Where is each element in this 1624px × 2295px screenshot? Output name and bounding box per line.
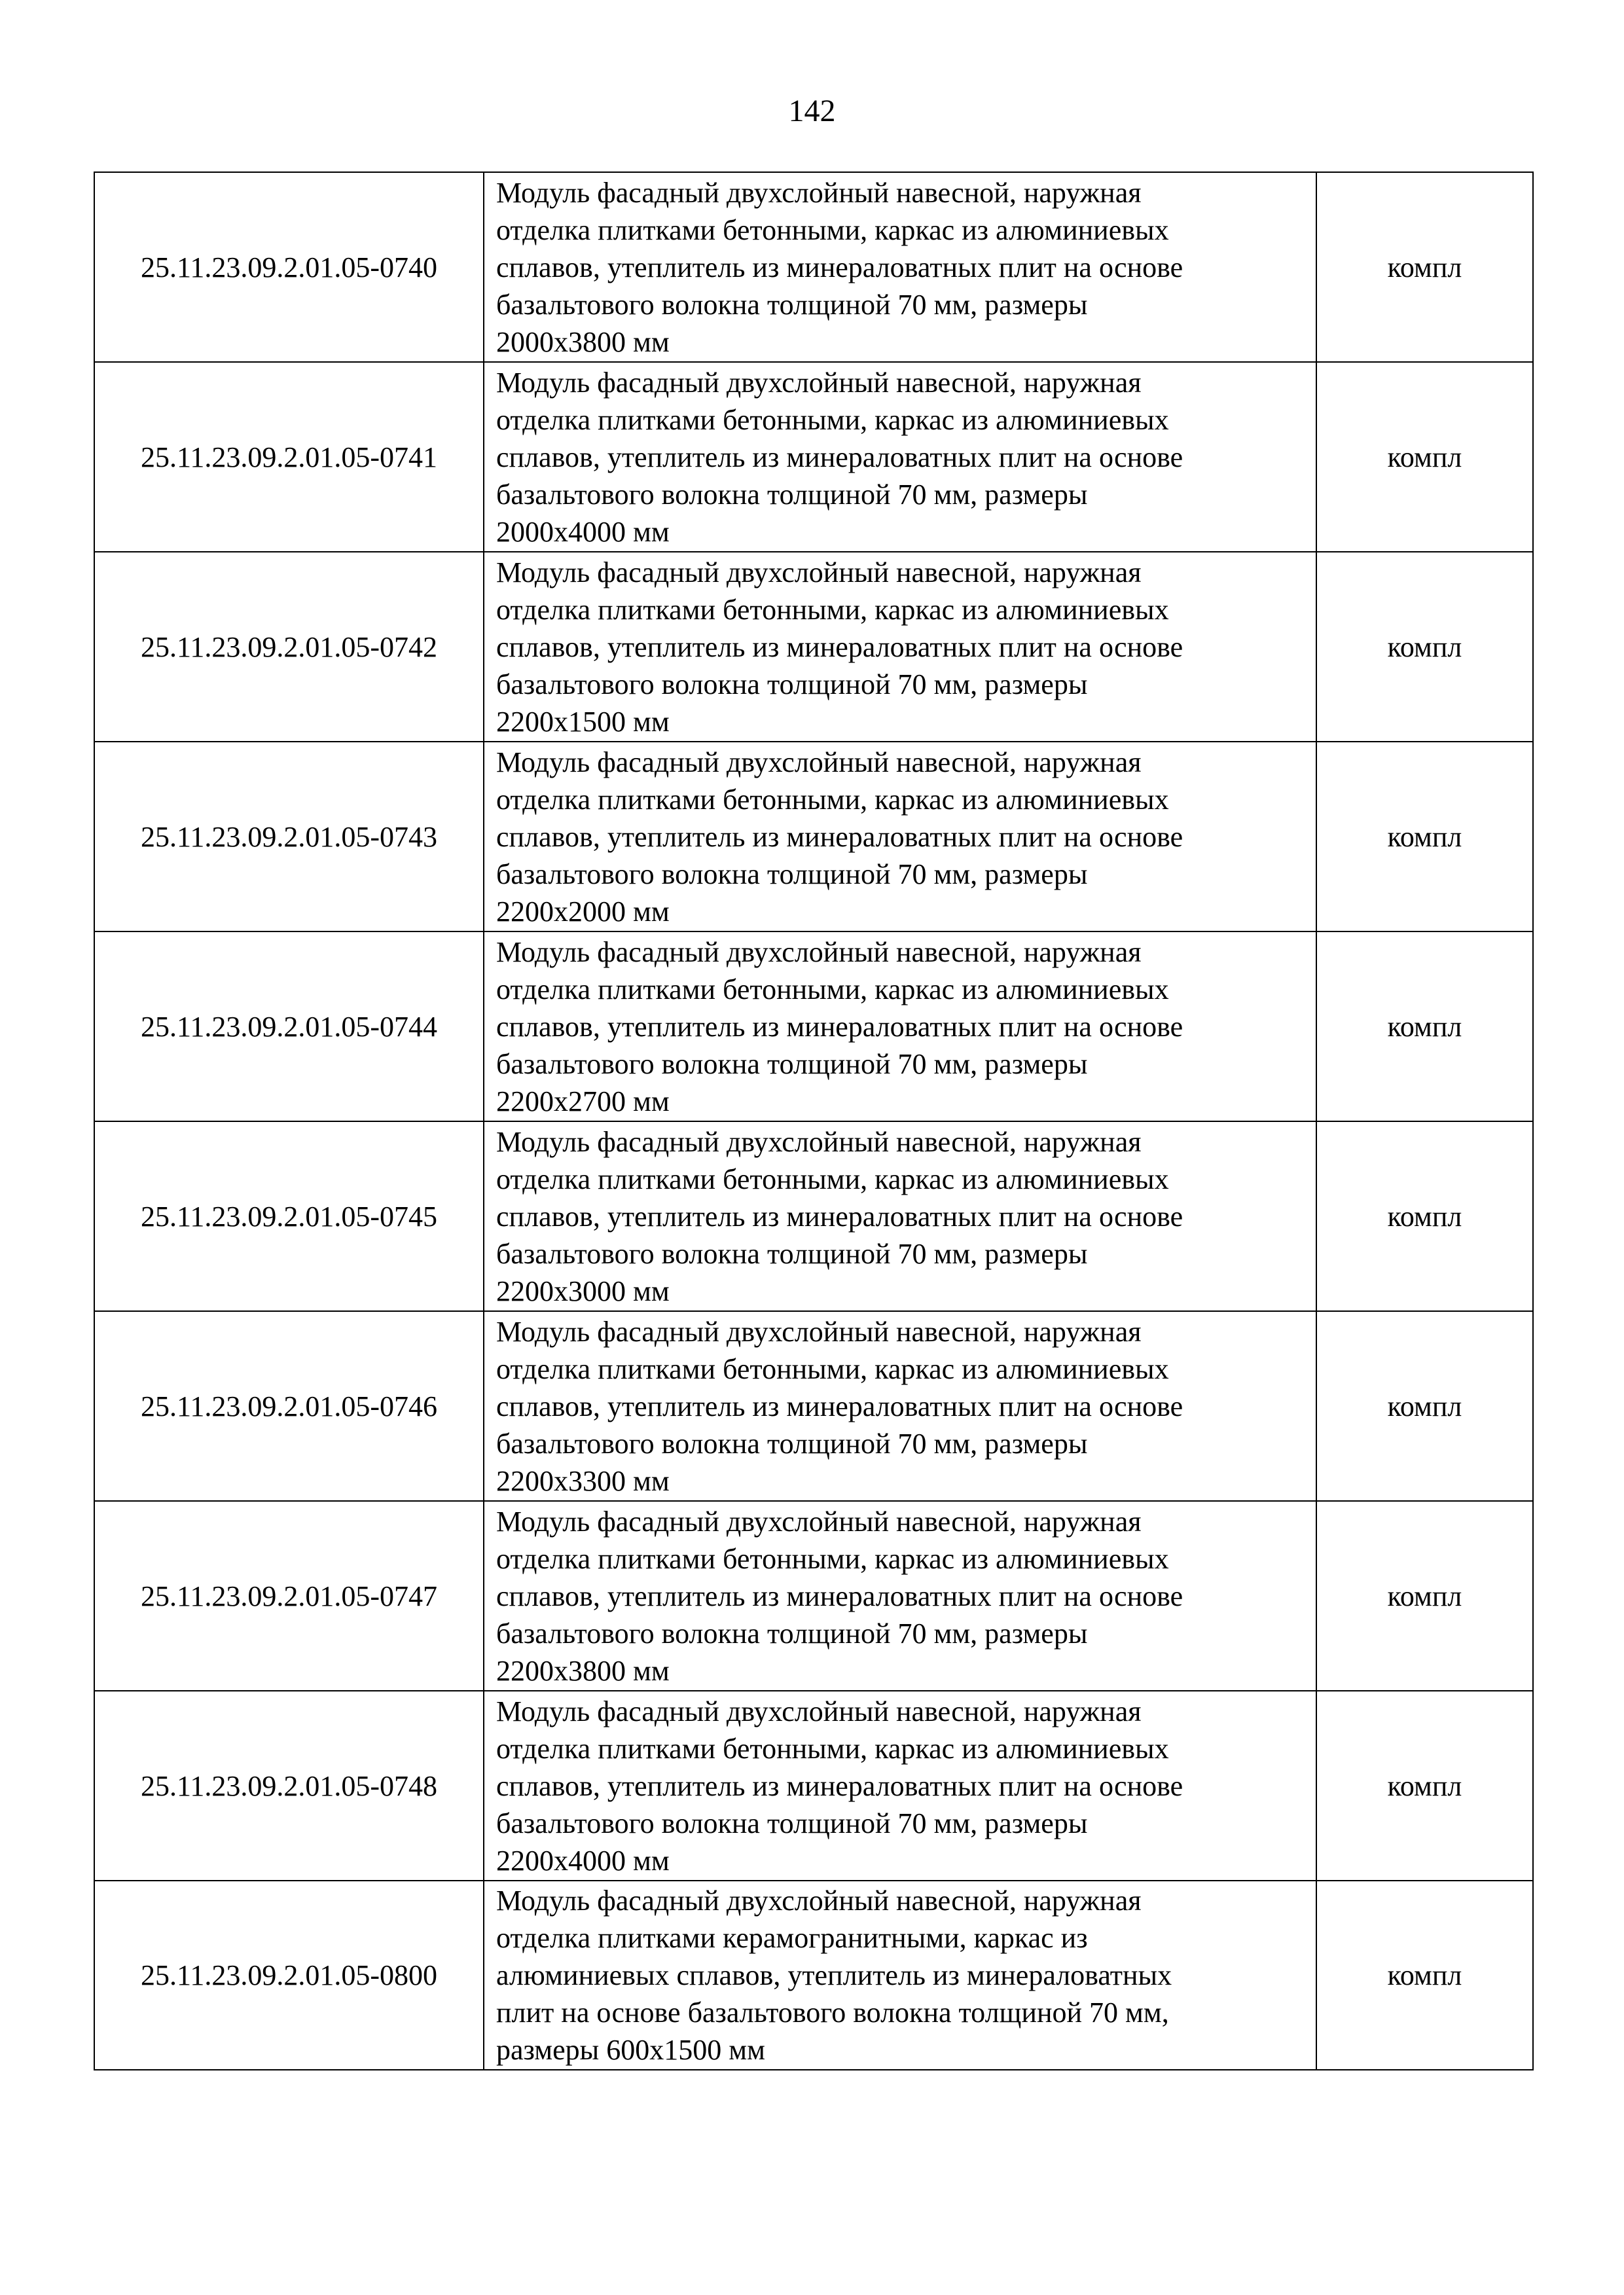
description-line: 2000x3800 мм <box>496 325 670 358</box>
table-body <box>94 172 1533 2070</box>
resource-code: 25.11.23.09.2.01.05-0748 <box>94 1691 484 1881</box>
resource-code: 25.11.23.09.2.01.05-0740 <box>94 172 484 362</box>
table-row <box>94 742 1533 931</box>
resource-description <box>484 1121 1316 1311</box>
unit-of-measure: компл <box>1316 742 1533 931</box>
description-line: Модуль фасадный двухслойный навесной, наружная <box>496 1315 1142 1348</box>
resource-description <box>484 172 1316 362</box>
unit-of-measure: компл <box>1316 172 1533 362</box>
description-line: Модуль фасадный двухслойный навесной, наружная <box>496 746 1142 778</box>
resource-description <box>484 1501 1316 1691</box>
resource-description <box>484 362 1316 552</box>
description-line: отделка плитками бетонными, каркас из алюминиевых <box>496 1163 1169 1195</box>
description-line: базальтового волокна толщиной 70 мм, размеры <box>496 1047 1088 1080</box>
table-row <box>94 931 1533 1121</box>
description-line: плит на основе базальтового волокна толщиной 70 мм, <box>496 1997 1169 2029</box>
resource-code: 25.11.23.09.2.01.05-0744 <box>94 931 484 1121</box>
unit-of-measure: компл <box>1316 362 1533 552</box>
resource-description <box>484 931 1316 1121</box>
description-line: 2200x4000 мм <box>496 1844 670 1877</box>
resource-description <box>484 1691 1316 1881</box>
description-line: сплавов, утеплитель из минераловатных плит на основе <box>496 820 1183 853</box>
table-row <box>94 1691 1533 1881</box>
description-line: 2200x2700 мм <box>496 1085 670 1117</box>
description-line: отделка плитками керамогранитными, каркас из <box>496 1922 1088 1954</box>
resource-code: 25.11.23.09.2.01.05-0747 <box>94 1501 484 1691</box>
description-line: Модуль фасадный двухслойный навесной, наружная <box>496 1125 1142 1158</box>
description-line: сплавов, утеплитель из минераловатных плит на основе <box>496 1200 1183 1233</box>
description-line: отделка плитками бетонными, каркас из алюминиевых <box>496 783 1169 816</box>
description-line: Модуль фасадный двухслойный навесной, наружная <box>496 366 1142 399</box>
description-line: 2000x4000 мм <box>496 515 670 548</box>
resource-description <box>484 1881 1316 2070</box>
description-line: сплавов, утеплитель из минераловатных плит на основе <box>496 1769 1183 1802</box>
description-line: сплавов, утеплитель из минераловатных плит на основе <box>496 1010 1183 1043</box>
unit-of-measure: компл <box>1316 552 1533 742</box>
description-line: сплавов, утеплитель из минераловатных плит на основе <box>496 1580 1183 1612</box>
unit-of-measure: компл <box>1316 1881 1533 2070</box>
description-line: размеры 600x1500 мм <box>496 2034 765 2066</box>
resource-code: 25.11.23.09.2.01.05-0741 <box>94 362 484 552</box>
description-line: отделка плитками бетонными, каркас из алюминиевых <box>496 1542 1169 1575</box>
resource-code: 25.11.23.09.2.01.05-0745 <box>94 1121 484 1311</box>
description-line: отделка плитками бетонными, каркас из алюминиевых <box>496 973 1169 1005</box>
unit-of-measure: компл <box>1316 1311 1533 1501</box>
resource-code: 25.11.23.09.2.01.05-0742 <box>94 552 484 742</box>
description-line: Модуль фасадный двухслойный навесной, наружная <box>496 176 1142 209</box>
resource-description <box>484 742 1316 931</box>
page-number: 142 <box>788 94 836 128</box>
description-line: отделка плитками бетонными, каркас из алюминиевых <box>496 213 1169 246</box>
description-line: Модуль фасадный двухслойный навесной, наружная <box>496 556 1142 588</box>
description-line: сплавов, утеплитель из минераловатных плит на основе <box>496 251 1183 283</box>
description-line: отделка плитками бетонными, каркас из алюминиевых <box>496 403 1169 436</box>
description-line: Модуль фасадный двухслойный навесной, наружная <box>496 1885 1142 1917</box>
description-line: базальтового волокна толщиной 70 мм, размеры <box>496 858 1088 890</box>
table-row <box>94 172 1533 362</box>
resource-code: 25.11.23.09.2.01.05-0800 <box>94 1881 484 2070</box>
description-line: базальтового волокна толщиной 70 мм, размеры <box>496 668 1088 700</box>
description-line: базальтового волокна толщиной 70 мм, размеры <box>496 1427 1088 1460</box>
description-line: отделка плитками бетонными, каркас из алюминиевых <box>496 1732 1169 1765</box>
table-row <box>94 362 1533 552</box>
description-line: Модуль фасадный двухслойный навесной, наружная <box>496 1695 1142 1727</box>
resource-code: 25.11.23.09.2.01.05-0746 <box>94 1311 484 1501</box>
description-line: 2200x1500 мм <box>496 705 670 738</box>
resource-description <box>484 552 1316 742</box>
description-line: отделка плитками бетонными, каркас из алюминиевых <box>496 593 1169 626</box>
table-row <box>94 552 1533 742</box>
description-line: сплавов, утеплитель из минераловатных плит на основе <box>496 1390 1183 1422</box>
description-line: базальтового волокна толщиной 70 мм, размеры <box>496 1617 1088 1650</box>
description-line: 2200x3800 мм <box>496 1654 670 1687</box>
description-line: базальтового волокна толщиной 70 мм, размеры <box>496 478 1088 511</box>
table-row <box>94 1501 1533 1691</box>
description-line: Модуль фасадный двухслойный навесной, наружная <box>496 935 1142 968</box>
unit-of-measure: компл <box>1316 1691 1533 1881</box>
description-line: Модуль фасадный двухслойный навесной, наружная <box>496 1505 1142 1538</box>
description-line: базальтового волокна толщиной 70 мм, размеры <box>496 1237 1088 1270</box>
resource-description <box>484 1311 1316 1501</box>
description-line: сплавов, утеплитель из минераловатных плит на основе <box>496 630 1183 663</box>
description-line: базальтового волокна толщиной 70 мм, размеры <box>496 288 1088 321</box>
description-line: 2200x2000 мм <box>496 895 670 928</box>
resource-code: 25.11.23.09.2.01.05-0743 <box>94 742 484 931</box>
table-row <box>94 1121 1533 1311</box>
table-row <box>94 1311 1533 1501</box>
unit-of-measure: компл <box>1316 1121 1533 1311</box>
description-line: 2200x3300 мм <box>496 1464 670 1497</box>
resource-table <box>94 172 1534 2070</box>
table-row <box>94 1881 1533 2070</box>
unit-of-measure: компл <box>1316 1501 1533 1691</box>
description-line: алюминиевых сплавов, утеплитель из минераловатных <box>496 1959 1172 1991</box>
description-line: базальтового волокна толщиной 70 мм, размеры <box>496 1807 1088 1839</box>
unit-of-measure: компл <box>1316 931 1533 1121</box>
description-line: 2200x3000 мм <box>496 1274 670 1307</box>
description-line: отделка плитками бетонными, каркас из алюминиевых <box>496 1352 1169 1385</box>
description-line: сплавов, утеплитель из минераловатных плит на основе <box>496 441 1183 473</box>
